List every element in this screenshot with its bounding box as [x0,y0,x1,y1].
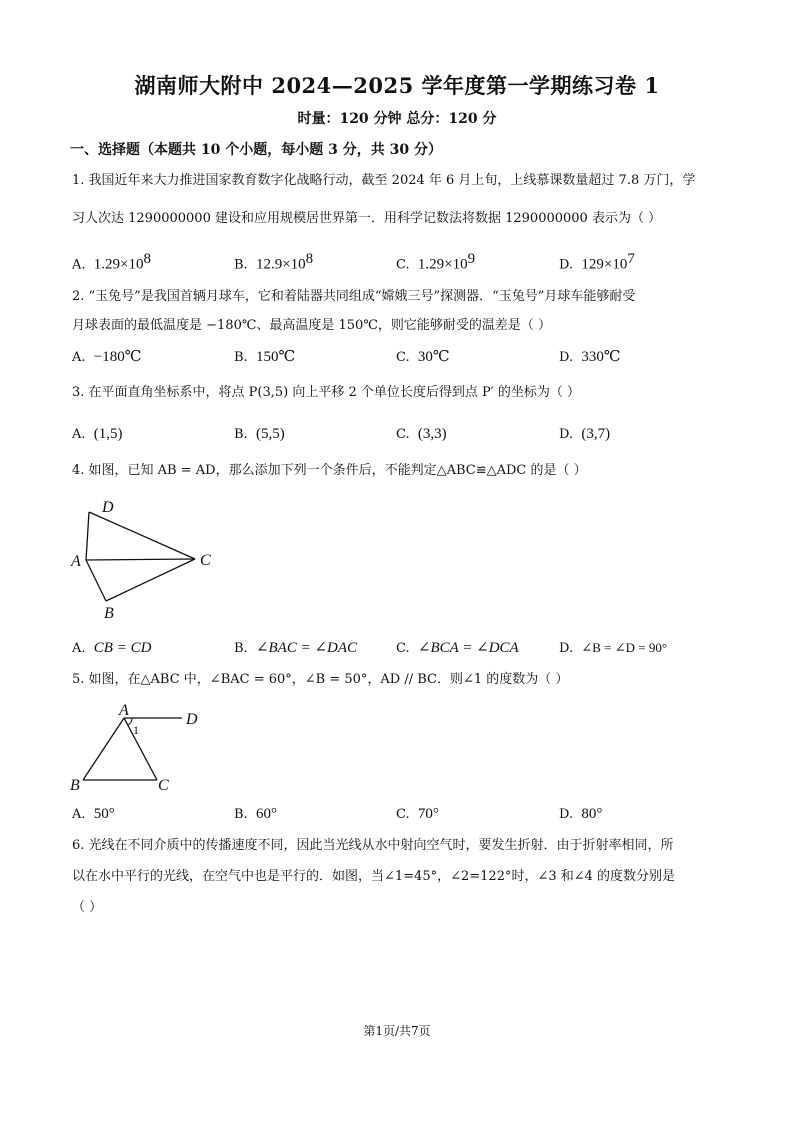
q5-text-line1: 5. 如图，在△ABC 中，∠BAC = 60°，∠B = 50°，AD // BC．则∠1 的度数为（ ） [72,672,569,687]
q4-option-b-value: ∠BAC = ∠DAC [255,640,358,656]
q4-kite-figure [66,494,226,622]
q2-option-b [234,347,295,368]
q1-option-d-exp: 7 [627,251,635,267]
page-footer: 第1页/共7页 [363,1024,431,1038]
q5-label-d: D [186,711,198,728]
q2-option-d-label: D. [559,350,574,365]
q6-text-line3: （ ） [72,900,103,915]
q2-option-a [72,347,142,368]
q1-option-c [396,249,475,275]
q1-option-c-exp: 9 [467,251,476,267]
q2-option-b-label: B. [234,350,248,365]
q4-option-a-label: A. [72,641,86,656]
q5-label-angle-1: 1 [133,723,139,737]
q4-option-b-label: B. [234,641,248,656]
q3-option-c [396,424,447,445]
q4-label-b: B [104,605,114,622]
q5-option-b [234,804,277,825]
q1-option-b-label: B. [234,257,248,273]
q3-option-d-label: D. [559,427,574,442]
q4-segment-ac [86,559,195,560]
q5-option-a [72,804,115,825]
q5-segment-ab [83,718,124,780]
q5-triangle-figure [66,702,216,794]
q3-option-b-value: (5,5) [255,426,285,442]
q5-option-c [396,804,439,825]
q5-option-a-value: 50° [93,806,115,822]
q3-option-c-value: (3,3) [417,426,447,442]
exam-subtitle: 时量：120 分钟 总分：120 分 [297,111,497,127]
q4-option-b [234,638,357,659]
q4-option-a [72,638,151,659]
q4-option-d [559,638,667,659]
q5-option-d-value: 80° [581,806,603,822]
q3-option-b [234,424,285,445]
q4-text-line1: 4. 如图，已知 AB = AD，那么添加下列一个条件后，不能判定△ABC≌△ADC 的是（ ） [72,463,587,478]
q2-option-d-value: 330℃ [581,349,621,365]
q4-option-c-value: ∠BCA = ∠DCA [417,640,519,656]
q1-option-b-exp: 8 [305,251,314,267]
q5-label-a: A [119,702,129,719]
q4-option-d-label: D. [559,641,574,656]
section-heading: 一、选择题（本题共 10 个小题，每小题 3 分，共 30 分） [70,142,442,158]
q3-option-a [72,424,123,445]
q1-option-a [72,249,151,275]
q2-text-line1: 2. “玉兔号”是我国首辆月球车，它和着陆器共同组成“嫦娥三号”探测器．“玉兔号”月球车能够耐受 [72,289,636,304]
q5-option-b-value: 60° [255,806,277,822]
q4-option-c [396,638,519,659]
q5-label-b: B [70,777,80,794]
q5-segment-ac [124,718,157,780]
q1-option-c-base: 1.29×10 [417,256,468,273]
q6-text-line1: 6. 光线在不同介质中的传播速度不同，因此当光线从水中射向空气时，要发生折射．由于折射率相同，所 [72,838,674,853]
q4-label-a: A [71,553,81,570]
q5-label-c: C [158,777,169,794]
q1-option-b [234,249,313,275]
q5-option-b-label: B. [234,807,248,822]
q4-segment-ab [86,560,106,601]
q1-option-d-label: D. [559,257,574,273]
q4-segment-ad [86,512,89,560]
q2-option-a-label: A. [72,350,86,365]
q2-option-c [396,347,450,368]
q3-option-c-label: C. [396,427,410,442]
q2-option-a-value: −180℃ [93,349,142,365]
q3-text-line1: 3. 在平面直角坐标系中，将点 P(3,5) 向上平移 2 个单位长度后得到点 P′ 的坐标为（ ） [72,385,580,400]
q5-option-d [559,804,602,825]
q2-option-c-label: C. [396,350,410,365]
q5-option-d-label: D. [559,807,574,822]
q3-option-a-value: (1,5) [93,426,123,442]
q3-option-d [559,424,610,445]
q1-option-a-label: A. [72,257,86,273]
q2-option-b-value: 150℃ [255,349,296,365]
q1-option-d-base: 129×10 [581,256,628,273]
q5-option-c-value: 70° [417,806,439,822]
q1-option-d [559,249,635,275]
q1-text-line1: 1. 我国近年来大力推进国家教育数字化战略行动，截至 2024 年 6 月上旬，上线慕课数量超过 7.8 万门，学 [72,173,696,188]
q4-segment-dc [89,512,195,559]
q4-label-d: D [102,499,114,516]
q1-option-c-label: C. [396,257,410,273]
q1-option-a-exp: 8 [143,251,152,267]
q3-option-b-label: B. [234,427,248,442]
q2-option-c-value: 30℃ [417,349,450,365]
q6-text-line2: 以在水中平行的光线，在空气中也是平行的．如图，当∠1=45°，∠2=122°时，∠3 和∠4 的度数分别是 [72,869,676,884]
q3-option-a-label: A. [72,427,86,442]
q4-label-c: C [200,552,211,569]
q1-option-b-base: 12.9×10 [255,256,306,273]
q4-segment-bc [106,559,195,601]
q4-option-d-value: ∠B = ∠D = 90° [581,640,668,655]
q4-option-c-label: C. [396,641,410,656]
q2-option-d [559,347,621,368]
q5-option-a-label: A. [72,807,86,822]
exam-title: 湖南师大附中 2024—2025 学年度第一学期练习卷 1 [134,73,660,98]
q2-text-line2: 月球表面的最低温度是 −180℃、最高温度是 150℃，则它能够耐受的温差是（ ） [72,318,552,333]
q5-option-c-label: C. [396,807,410,822]
q1-text-line2: 习人次达 1290000000 建设和应用规模居世界第一．用科学记数法将数据 1290000000 表示为（ ） [72,211,662,226]
q5-angle-arc [128,718,132,725]
q3-option-d-value: (3,7) [581,426,611,442]
q1-option-a-base: 1.29×10 [93,256,144,273]
q4-option-a-value: CB = CD [93,640,152,656]
